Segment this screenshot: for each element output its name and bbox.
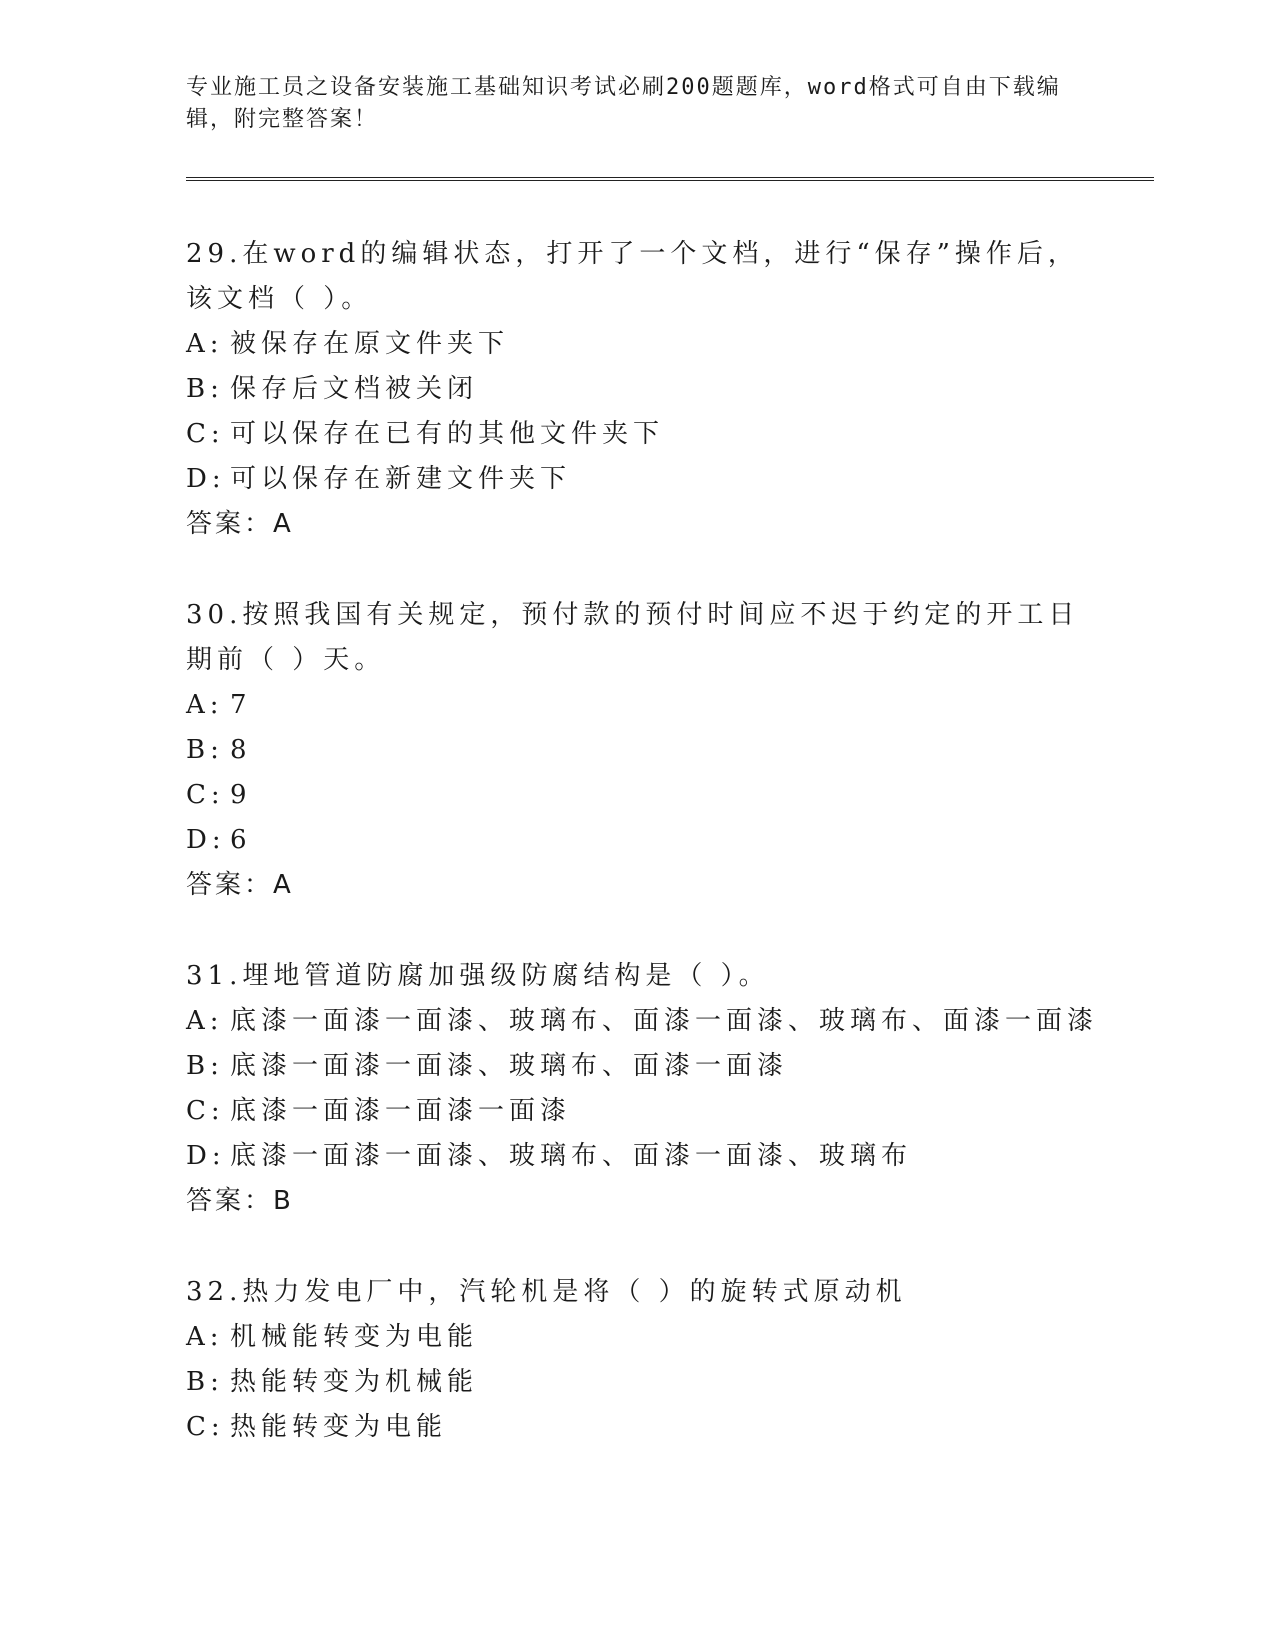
option-key: D: xyxy=(186,1141,226,1171)
option-text: 底漆一面漆一面漆一面漆 xyxy=(230,1096,572,1126)
option-b xyxy=(186,367,1086,412)
option-key: C: xyxy=(186,419,225,449)
option-text: 被保存在原文件夹下 xyxy=(230,329,510,359)
option-key: A: xyxy=(186,1006,224,1036)
option-key: C: xyxy=(186,780,225,810)
option-text: 保存后文档被关闭 xyxy=(230,374,479,404)
option-text: 底漆一面漆一面漆、玻璃布、面漆一面漆、玻璃布、面漆一面漆 xyxy=(230,1006,1099,1036)
option-c xyxy=(186,412,1086,457)
option-text: 机械能转变为电能 xyxy=(230,1322,479,1352)
question-31 xyxy=(186,954,1099,1224)
answer-line: 答案：B xyxy=(186,1186,294,1216)
option-key: C: xyxy=(186,1096,225,1126)
option-key: B: xyxy=(186,735,224,765)
option-key: A: xyxy=(186,1322,224,1352)
option-key: B: xyxy=(186,374,224,404)
question-stem: 29.在word的编辑状态，打开了一个文档，进行“保存”操作后，该文档（ ）。 xyxy=(186,239,1079,314)
option-key: C: xyxy=(186,1412,225,1442)
question-30 xyxy=(186,593,1086,908)
option-text: 8 xyxy=(230,735,252,765)
option-d xyxy=(186,818,1086,863)
option-c xyxy=(186,773,1086,818)
option-text: 底漆一面漆一面漆、玻璃布、面漆一面漆、玻璃布 xyxy=(230,1141,913,1171)
header-double-rule xyxy=(186,177,1154,181)
option-a xyxy=(186,999,1099,1044)
option-b xyxy=(186,1360,1086,1405)
option-text: 6 xyxy=(230,825,252,855)
option-key: D: xyxy=(186,464,226,494)
option-text: 可以保存在已有的其他文件夹下 xyxy=(230,419,665,449)
answer-line: 答案：A xyxy=(186,870,294,900)
option-text: 热能转变为机械能 xyxy=(230,1367,479,1397)
document-header: 专业施工员之设备安装施工基础知识考试必刷200题题库，word格式可自由下载编辑，附完整答案！ xyxy=(186,75,1061,132)
option-d xyxy=(186,457,1086,502)
option-a xyxy=(186,1315,1086,1360)
option-key: D: xyxy=(186,825,226,855)
option-c xyxy=(186,1405,1086,1450)
option-text: 热能转变为电能 xyxy=(230,1412,448,1442)
option-a xyxy=(186,683,1086,728)
option-b xyxy=(186,728,1086,773)
option-key: B: xyxy=(186,1051,224,1081)
answer-line: 答案：A xyxy=(186,509,294,539)
option-a xyxy=(186,322,1086,367)
question-stem: 32.热力发电厂中，汽轮机是将（ ）的旋转式原动机 xyxy=(186,1277,907,1307)
option-text: 底漆一面漆一面漆、玻璃布、面漆一面漆 xyxy=(230,1051,789,1081)
option-b xyxy=(186,1044,1086,1089)
option-text: 7 xyxy=(230,690,252,720)
question-32 xyxy=(186,1270,1086,1450)
option-key: A: xyxy=(186,690,224,720)
question-stem: 30.按照我国有关规定，预付款的预付时间应不迟于约定的开工日期前（ ）天。 xyxy=(186,600,1080,675)
option-c xyxy=(186,1089,1086,1134)
option-key: B: xyxy=(186,1367,224,1397)
question-29 xyxy=(186,232,1086,547)
option-key: A: xyxy=(186,329,224,359)
question-list xyxy=(186,232,1099,1496)
option-d xyxy=(186,1134,1086,1179)
option-text: 9 xyxy=(230,780,252,810)
option-text: 可以保存在新建文件夹下 xyxy=(230,464,572,494)
question-stem: 31.埋地管道防腐加强级防腐结构是（ ）。 xyxy=(186,961,770,991)
